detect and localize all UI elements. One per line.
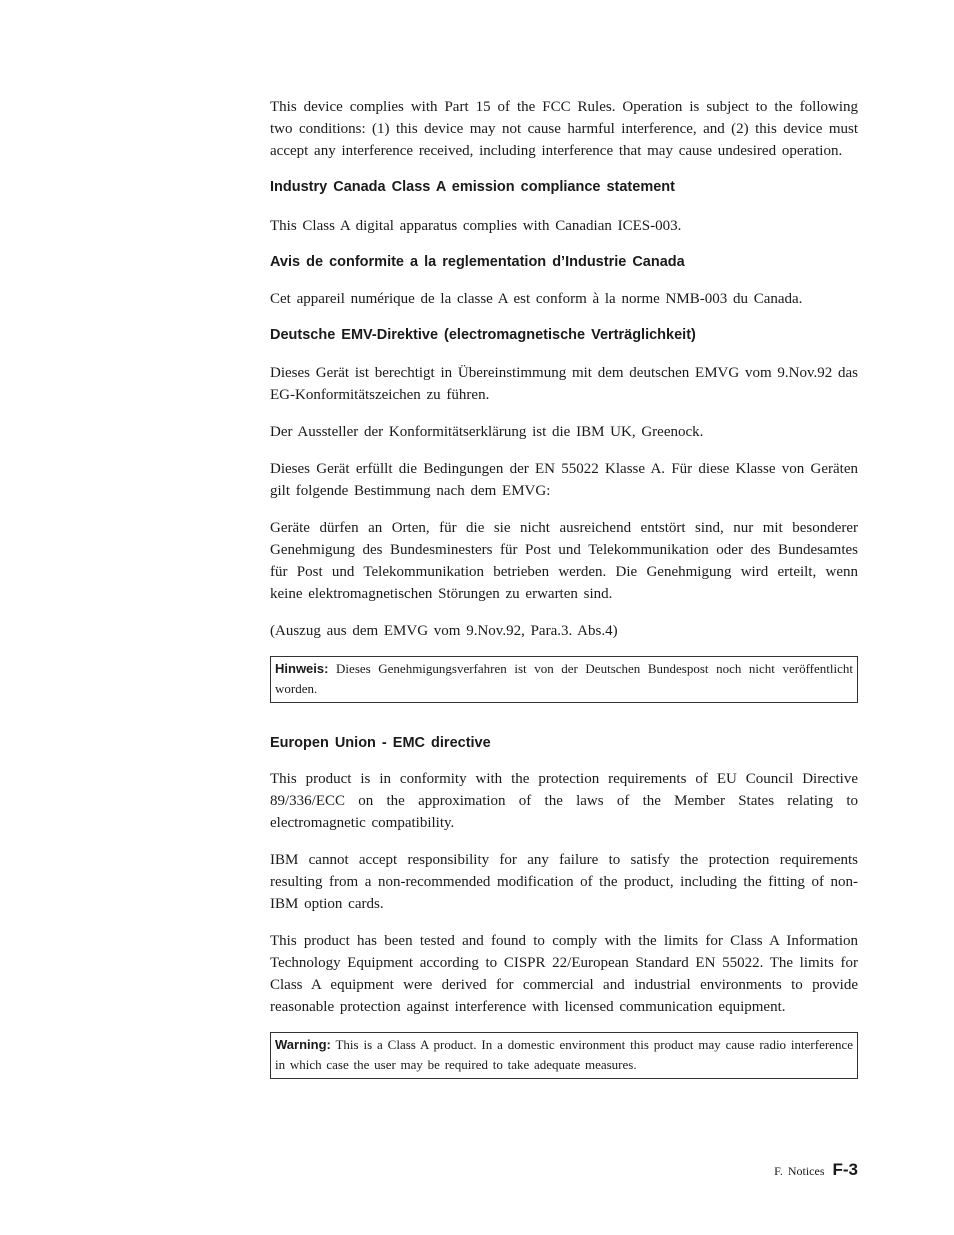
canada-fr-heading: Avis de conformite a la reglementation d’Industrie Canada — [270, 254, 685, 270]
warning-label: Warning: — [275, 1037, 331, 1052]
hinweis-note-box — [270, 656, 858, 703]
german-paragraph-1: Dieses Gerät ist berechtigt in Übereinstimmung mit dem deutschen EMVG vom 9.Nov.92 das EG-Konformitätszeichen zu führen. — [270, 365, 858, 403]
german-paragraph-2: Der Aussteller der Konformitätserklärung ist die IBM UK, Greenock. — [270, 424, 704, 440]
warning-note-box — [270, 1032, 858, 1079]
canada-fr-text: Cet appareil numérique de la classe A est conform à la norme NMB-003 du Canada. — [270, 291, 803, 307]
eu-paragraph-2: IBM cannot accept responsibility for any failure to satisfy the protection requirements resulting from a non-recommended modification of the product, including the fitting of non-IBM option cards. — [270, 852, 858, 912]
hinweis-label: Hinweis: — [275, 661, 329, 676]
page-content — [270, 96, 858, 1079]
page-footer — [740, 1160, 858, 1180]
eu-heading: Europen Union - EMC directive — [270, 735, 491, 751]
canada-text: This Class A digital apparatus complies with Canadian ICES-003. — [270, 218, 682, 234]
hinweis-text: Dieses Genehmigungsverfahren ist von der Deutschen Bundespost noch nicht veröffentlicht worden. — [275, 661, 853, 696]
german-paragraph-3: Dieses Gerät erfüllt die Bedingungen der EN 55022 Klasse A. Für diese Klasse von Geräten gilt folgende Bestimmung nach dem EMVG: — [270, 461, 858, 499]
eu-paragraph-1: This product is in conformity with the protection requirements of EU Council Directive 89/336/ECC on the approximation of the laws of the Member States relating to electromagnetic compatibility. — [270, 771, 858, 831]
footer-section-label: F. Notices — [774, 1164, 825, 1178]
fcc-statement: This device complies with Part 15 of the FCC Rules. Operation is subject to the following two conditions: (1) this device may not cause harmful interference, and (2) this device must accept any interference received, including interference that may cause undesired operation. — [270, 99, 858, 159]
german-heading: Deutsche EMV-Direktive (electromagnetische Verträglichkeit) — [270, 327, 696, 343]
canada-heading: Industry Canada Class A emission compliance statement — [270, 179, 675, 195]
warning-text: This is a Class A product. In a domestic environment this product may cause radio interference in which case the user may be required to take adequate measures. — [275, 1037, 853, 1072]
page-number: F-3 — [832, 1160, 858, 1179]
german-paragraph-5: (Auszug aus dem EMVG vom 9.Nov.92, Para.3. Abs.4) — [270, 623, 618, 639]
german-paragraph-4: Geräte dürfen an Orten, für die sie nicht ausreichend entstört sind, nur mit besonderer Genehmigung des Bundesminesters für Post und Telekommunikation oder des Bundesamtes für Post und Telekommunikation betrieben werden. Die Genehmigung wird erteilt, wenn keine elektromagnetischen Störungen zu erwarten sind. — [270, 520, 858, 602]
eu-paragraph-3: This product has been tested and found to comply with the limits for Class A Information Technology Equipment according to CISPR 22/European Standard EN 55022. The limits for Class A equipment were derived for commercial and industrial environments to provide reasonable protection against interference with licensed communication equipment. — [270, 933, 858, 1015]
